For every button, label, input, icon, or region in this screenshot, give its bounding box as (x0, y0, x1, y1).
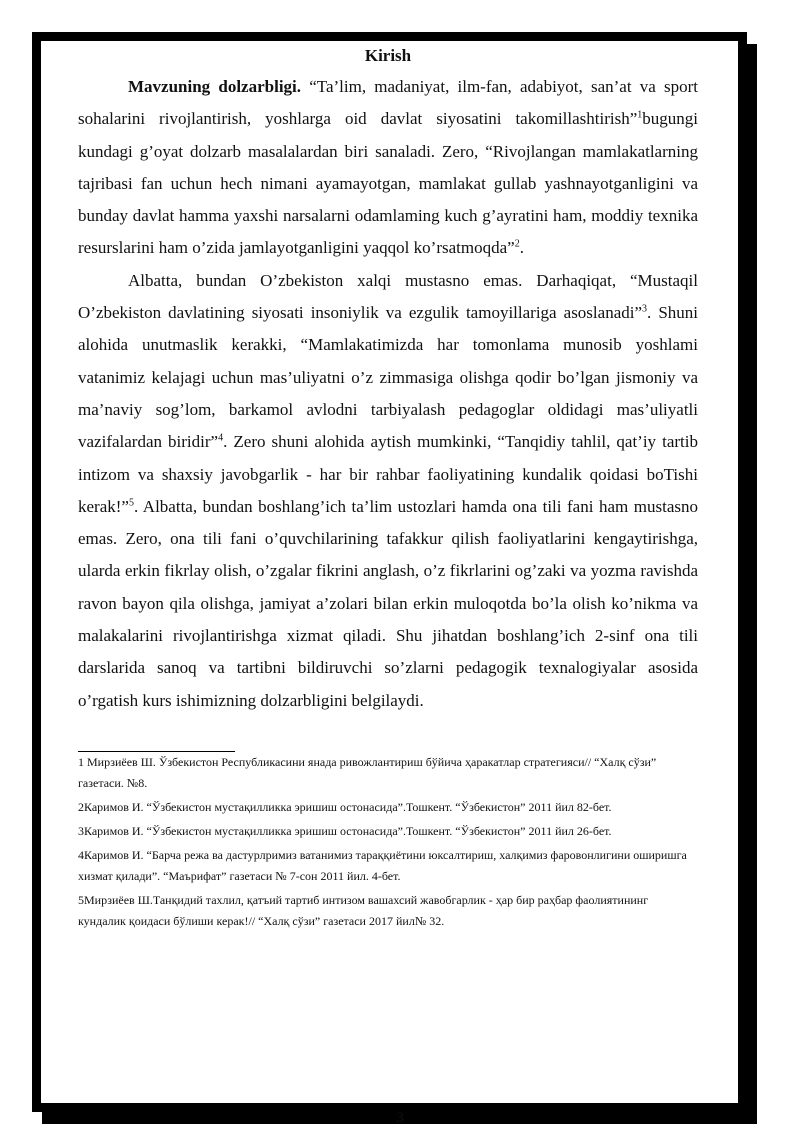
footnote-ref-5[interactable]: 5 (128, 497, 134, 509)
footnote: 1 Мирзиёев Ш. Ўзбекистон Республикасини янада ривожлантириш бўйича ҳаракатлар стратегияси// “Халқ сўзи” газетаси. №8. (78, 754, 657, 790)
document-body (78, 45, 698, 932)
footnote-ref-4[interactable]: 4 (218, 432, 224, 444)
page-number: 3 (396, 1110, 404, 1126)
footnote-ref-3[interactable]: 3 (642, 303, 648, 315)
footnote: 4Каримов И. “Барча режа ва дастурлримиз ватанимиз тараққиётини юксалтириш, халқимиз фаровонлигини оширишга хизмат қилади”. “Маърифат” газетаси № 7-сон 2011 йил. 4-бет. (78, 847, 687, 883)
footnote: 2Каримов И. “Ўзбекистон мустақилликка эришиш остонасида”.Тошкент. “Ўзбекистон” 2011 йил 82-бет. (78, 799, 612, 814)
footnote-ref-1[interactable]: 1 (637, 109, 643, 121)
footnote: 3Каримов И. “Ўзбекистон мустақилликка эришиш остонасида”.Тошкент. “Ўзбекистон” 2011 йил 26-бет. (78, 823, 612, 838)
paragraph-uzbekistan: Albatta, bundan O’zbekiston xalqi mustasno emas. Darhaqiqat, “Mustaqil O’zbekiston davlatining siyosati insoniylik va ezgulik tamoyillariga asoslanadi”$^3$. Shuni alohida unutmaslik kerakki, “Mamlakatimizda har tomonlama munosib yoshlami vatanimiz kelajagi uchun mas’uliyatni o’z zimmasiga olishga qodir bo’lgan jismoniy va ma’naviy sog’lom, barkamol avlodni tarbiyalash pedagoglar oldidagi mas’uliyatli vazifalardan biridir”$^4$. Zero shuni alohida aytish mumkinki, “Tanqidiy tahlil, qat’iy tartib intizom va shaxsiy javobgarlik - har bir rahbar faoliyatining kundalik qoidasi boTishi kerak!”$^5$. Albatta, bundan boshlang’ich ta’lim ustozlari hamda ona tili fani ham mustasno emas. Zero, ona tili fani o’quvchilarining tafakkur qilish faoliyatlarini kengaytirishga, ularda erkin fikrlay olish, o’zgalar fikrini anglash, o’z fikrlarini og’zaki va yozma ravishda ravon bayon qila olishga, jamiyat a’zolari bilan erkin muloqotda bo’la olish ko’nikma va malakalarini rivojlantirishga xizmat qiladi. Shu jihatdan boshlang’ich 2-sinf ona tili darslarida sanoq va tartibni bildiruvchi so’zlarni pedagogik texnalogiyalar asosida o’rgatish kurs ishimizning dolzarbligini belgilaydi. (78, 270, 698, 710)
footnote: 5Мирзиёев Ш.Танқидий тахлил, қатъий тартиб интизом вашахсий жавобгарлик - ҳар бир раҳбар фаолиятининг кундалик қоидаси бўлиши керак!// “Халқ сўзи” газетаси 2017 йил№ 32. (78, 892, 649, 928)
footnote-ref-2[interactable]: 2 (514, 238, 520, 250)
section-heading: Kirish (364, 46, 412, 65)
paragraph-relevance: Mavzuning dolzarbligi. “Ta’lim, madaniyat, ilm-fan, adabiyot, san’at va sport sohalarini rivojlantirish, yoshlarga oid davlat siyosatini takomillashtirish”$^1$bugungi kundagi g’oyat dolzarb masalalardan biri sanaladi. Zero, “Rivojlangan mamlakatlarning tajribasi fan uchun hech nimani ayamayotgan, mamlakat gullab yashnayotganligini va bunday davlat hamma yaxshi narsalarni odamlaming kuch g’ayratini ham, moddiy texnika resurslarini ham o’zida jamlayotganligini yaqqol ko’rsatmoqda”$^2$. (78, 77, 698, 258)
paragraph-lead: Mavzuning dolzarbligi. (128, 77, 302, 96)
